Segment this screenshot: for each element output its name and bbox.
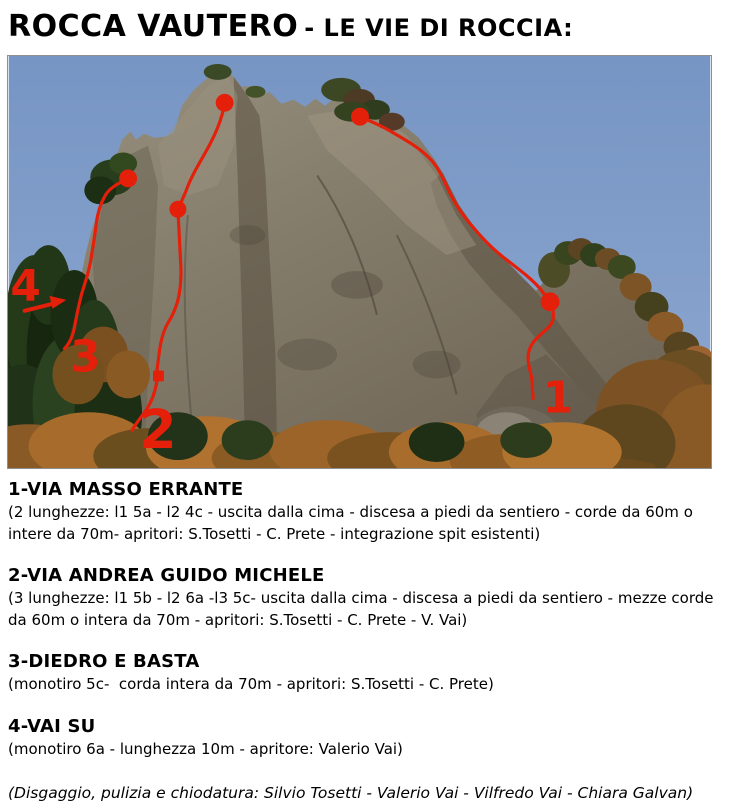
route-1-top-belay-dot xyxy=(351,108,369,126)
route-3-heading: 3-DIEDRO E BASTA xyxy=(8,651,200,672)
title-sub: - LE VIE DI ROCCIA: xyxy=(304,14,574,42)
route-2-square-dot xyxy=(153,370,164,381)
route-3-belay-dot xyxy=(119,169,137,187)
topo-photo-art xyxy=(8,56,711,468)
route-1-mid-belay-dot xyxy=(541,292,560,311)
route-label-2: 2 xyxy=(139,398,177,462)
route-2-mid-belay-dot xyxy=(169,201,186,218)
route-label-3: 3 xyxy=(70,331,101,383)
route-4-details: (monotiro 6a - lunghezza 10m - apritore: Valerio Vai) xyxy=(8,739,403,758)
route-3-section xyxy=(8,652,724,696)
route-2-top-belay-dot xyxy=(216,94,234,112)
route-2-details: (3 lunghezze: l1 5b - l2 6a -l3 5c- uscita dalla cima - discesa a piedi da sentiero - mezze corde da 60m o intera da 70m - apritori: S.Tosetti - C. Prete - V. Vai) xyxy=(8,589,719,629)
route-label-4: 4 xyxy=(10,260,41,312)
route-4-heading: 4-VAI SU xyxy=(8,715,96,737)
route-2-heading: 2-VIA ANDREA GUIDO MICHELE xyxy=(8,565,325,586)
page-title xyxy=(8,6,734,47)
title-main: ROCCA VAUTERO xyxy=(8,9,299,44)
route-4-section xyxy=(8,717,724,761)
route-3-details: (monotiro 5c- corda intera da 70m - apritori: S.Tosetti - C. Prete) xyxy=(8,675,494,693)
route-1-details: (2 lunghezze: l1 5a - l2 4c - uscita dalla cima - discesa a piedi da sentiero - corde da 60m o intere da 70m- apritori: S.Tosetti - C. Prete - integrazione spit esistenti) xyxy=(8,503,698,543)
credits-line: (Disgaggio, pulizia e chiodatura: Silvio Tosetti - Valerio Vai - Vilfredo Vai - Chiara Galvan) xyxy=(8,784,694,802)
page xyxy=(0,6,734,803)
route-label-1: 1 xyxy=(542,372,574,424)
route-1-section xyxy=(8,480,724,545)
topo-photo xyxy=(7,55,712,469)
route-2-section xyxy=(8,566,724,631)
route-1-heading: 1-VIA MASSO ERRANTE xyxy=(8,479,244,500)
route-descriptions xyxy=(8,480,724,803)
